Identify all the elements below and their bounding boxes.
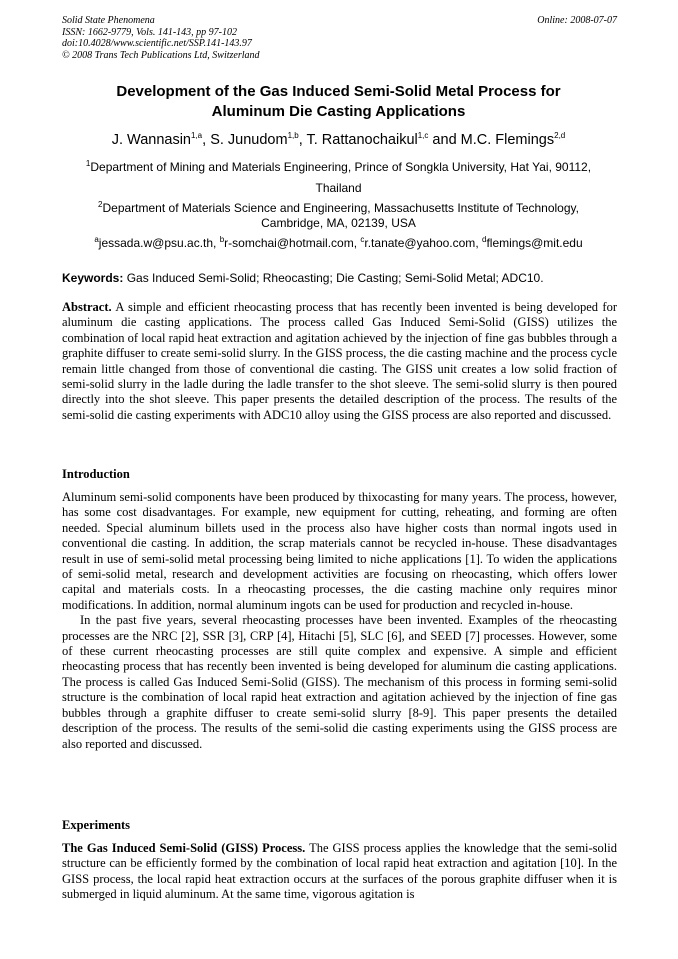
author-superscript: 2,d [554, 131, 566, 141]
affiliation-2-line-1: Department of Materials Science and Engineering, Massachusetts Institute of Technology, [102, 201, 579, 215]
author-separator: , [202, 132, 211, 148]
affiliation-2-line-2: Cambridge, MA, 02139, USA [261, 215, 416, 230]
online-date: Online: 2008-07-07 [537, 15, 617, 26]
author-name: J. Wannasin [111, 132, 191, 148]
copyright-line: © 2008 Trans Tech Publications Ltd, Switzerland [62, 49, 260, 61]
email-superscript: d [481, 235, 487, 244]
experiments-body [62, 841, 617, 903]
affiliation-1-text: Department of Mining and Materials Engineering, Prince of Songkla University, Hat Yai, 90112, [90, 160, 592, 174]
affiliation-superscript: 1 [85, 159, 91, 168]
paper-title [62, 82, 615, 122]
email-separator: , [213, 236, 220, 250]
affiliation-superscript: 2 [98, 200, 103, 209]
author-superscript: 1,a [191, 131, 203, 141]
affiliation-1-country: Thailand [315, 181, 362, 195]
affiliation-2 [62, 201, 615, 230]
introduction-paragraph-1: Aluminum semi-solid components have been produced by thixocasting for many years. The process, however, has some cost disadvantages. For example, new equipment for cutting, reheating, and forming are often needed. Special aluminum billets used in the process also have higher costs than normal ingots used in conventional die casting. In addition, the scrap materials cannot be recycled in-house. These disadvantages result in use of semi-solid metal processing being limited to niche applications [1]. To widen the applications of semi-solid metal, research and development activities are focusing on rheocasting, which offers lower capital and materials costs. In a rheocasting processes, the die casting machine only requires minor modifications. In addition, normal aluminum ingots can be used for production and recycled in-house. [62, 490, 617, 612]
experiments-text: The GISS process applies the knowledge that the semi-solid structure can be efficiently formed by the combination of local rapid heat extraction and agitation [10]. In the GISS process, the local rapid heat extraction occurs at the surfaces of the porous graphite diffuser when it is submerged in liquid aluminum. At the same time, vigorous agitation is [62, 841, 617, 902]
journal-header [62, 15, 617, 61]
email-separator: , [475, 236, 482, 250]
author-list [62, 130, 615, 150]
giss-process-subheading: The Gas Induced Semi-Solid (GISS) Process. [62, 841, 306, 855]
affiliation-1 [62, 157, 615, 199]
email-list [62, 236, 615, 250]
issn-line: ISSN: 1662-9779, Vols. 141-143, pp 97-102 [62, 26, 237, 38]
title-line-2: Aluminum Die Casting Applications [211, 103, 466, 120]
introduction-heading: Introduction [62, 467, 130, 481]
title-line-1: Development of the Gas Induced Semi-Solid Metal Process for [116, 83, 561, 100]
keywords-text: Gas Induced Semi-Solid; Rheocasting; Die Casting; Semi-Solid Metal; ADC10. [126, 271, 544, 285]
author-name: T. Rattanochaikul [306, 132, 418, 148]
author-separator: , [298, 132, 307, 148]
abstract-text: A simple and efficient rheocasting process that has recently been invented is being developed for aluminum die casting applications. The process called Gas Induced Semi-Solid (GISS) utilizes the combination of local rapid heat extraction and agitation achieved by the injection of fine gas bubbles through a graphite diffuser to create semi-solid slurry. In the GISS process, the die casting machine and the process cycle remain little changed from those of conventional die casting. The GISS unit creates a low solid fraction of semi-solid slurry in the ladle during the ladle transfer to the shot sleeve. The semi-solid slurry is then poured directly into the shot sleeve. This paper presents the detailed description of the process. The results of the semi-solid die casting experiments with ADC10 alloy using the GISS process are also reported and discussed. [62, 300, 617, 422]
author-separator: and [428, 132, 461, 148]
email-link[interactable]: r.tanate@yahoo.com [364, 236, 476, 250]
email-superscript: b [219, 235, 225, 244]
email-link[interactable]: jessada.w@psu.ac.th [98, 236, 214, 250]
abstract-label: Abstract. [62, 300, 112, 314]
author-superscript: 1,b [287, 131, 299, 141]
abstract [62, 300, 617, 423]
email-link[interactable]: flemings@mit.edu [486, 236, 583, 250]
introduction-paragraph-2: In the past five years, several rheocasting processes have been invented. Examples of the rheocasting processes are the NRC [2], SSR [3], CRP [4], Hitachi [5], SLC [6], and SEED [7] processes. However, some of these current rheocasting processes are still quite complex and expensive. A simple and efficient rheocasting process that has recently been invented is being developed for aluminum die casting applications. The process is called Gas Induced Semi-Solid (GISS). The mechanism of this process in forming semi-solid structure is the combination of local rapid heat extraction and agitation achieved by the injection of fine gas bubbles through a graphite diffuser to create semi-solid slurry [8-9]. This paper presents the detailed description of the process. The results of the semi-solid die casting experiments using the GISS process are also reported and discussed. [62, 613, 617, 751]
email-separator: , [353, 236, 361, 250]
keywords [62, 271, 617, 285]
journal-name: Solid State Phenomena [62, 15, 155, 26]
author-name: M.C. Flemings [460, 132, 555, 148]
email-superscript: c [360, 235, 365, 244]
email-superscript: a [94, 235, 99, 244]
doi-line[interactable]: doi:10.4028/www.scientific.net/SSP.141-143.97 [62, 38, 252, 49]
author-superscript: 1,c [417, 131, 429, 141]
author-name: S. Junudom [210, 132, 288, 148]
keywords-label: Keywords: [62, 271, 124, 285]
email-link[interactable]: r-somchai@hotmail.com [224, 236, 354, 250]
experiments-heading: Experiments [62, 818, 131, 832]
introduction-body [62, 490, 617, 752]
